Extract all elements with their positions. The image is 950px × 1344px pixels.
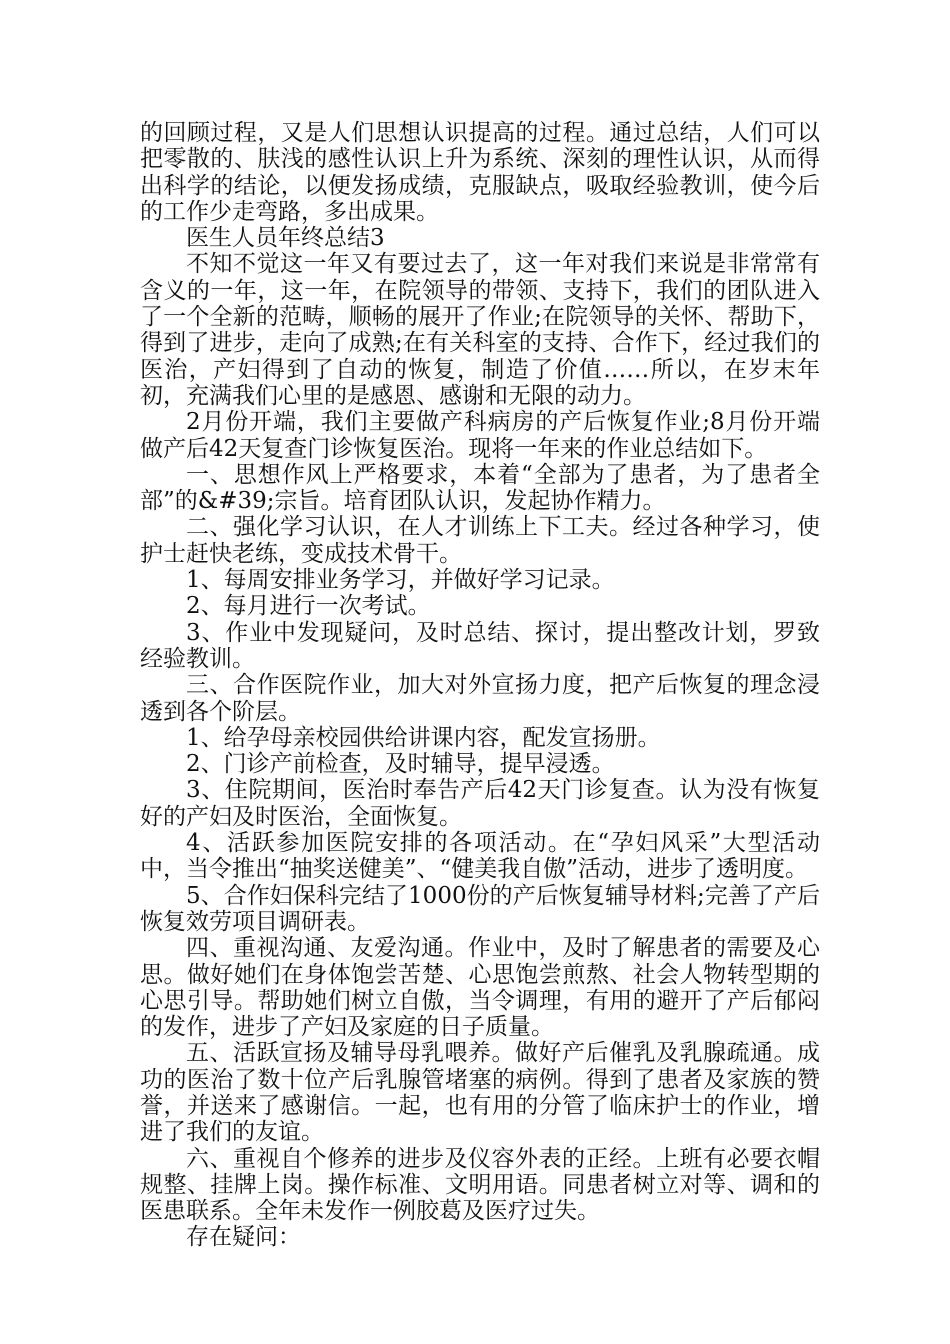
list-item: 3、作业中发现疑问，及时总结、探讨，提出整改计划，罗致经验教训。 xyxy=(140,619,820,672)
section-title: 医生人员年终总结3 xyxy=(186,225,385,252)
list-item: 2、每月进行一次考试。 xyxy=(186,593,431,620)
paragraph-point-5: 五、活跃宣扬及辅导母乳喂养。做好产后催乳及乳腺疏通。成功的医治了数十位产后乳腺管堵塞的病例。得到了患者及家族的赞誉，并送来了感谢信。一起，也有用的分管了临床护士的作业，增进了我们的友谊。 xyxy=(140,1040,820,1146)
paragraph-continuation: 的回顾过程，又是人们思想认识提高的过程。通过总结，人们可以把零散的、肤浅的感性认识上升为系统、深刻的理性认识，从而得出科学的结论，以便发扬成绩，克服缺点，吸取经验教训，使今后的工作少走弯路，多出成果。 xyxy=(140,120,820,225)
list-item: 1、给孕母亲校园供给讲课内容，配发宣扬册。 xyxy=(186,724,661,751)
paragraph-schedule: 2月份开端，我们主要做产科病房的产后恢复作业;8月份开端做产后42天复查门诊恢复医治。现将一年来的作业总结如下。 xyxy=(140,409,820,462)
paragraph-intro: 不知不觉这一年又有要过去了，这一年对我们来说是非常常有含义的一年，这一年，在院领导的带领、支持下，我们的团队进入了一个全新的范畴，顺畅的展开了作业;在院领导的关怀、帮助下，得到了进步，走向了成熟;在有关科室的支持、合作下，经过我们的医治，产妇得到了自动的恢复，制造了价值……所以，在岁末年初，充满我们心里的是感恩、感谢和无限的动力。 xyxy=(140,251,820,409)
paragraph-point-3: 三、合作医院作业，加大对外宣扬力度，把产后恢复的理念浸透到各个阶层。 xyxy=(140,672,820,725)
paragraph-point-1: 一、思想作风上严格要求，本着“全部为了患者，为了患者全部”的&#39;宗旨。培育团队认识，发起协作精力。 xyxy=(140,461,820,515)
paragraph-point-2: 二、强化学习认识，在人才训练上下工夫。经过各种学习，使护士赶快老练，变成技术骨干。 xyxy=(140,514,820,567)
list-item: 5、合作妇保科完结了1000份的产后恢复辅导材料;完善了产后恢复效劳项目调研表。 xyxy=(140,882,820,935)
paragraph-point-6: 六、重视自个修养的进步及仪容外表的正经。上班有必要衣帽规整、挂牌上岗。操作标准、文明用语。同患者树立对等、调和的医患联系。全年未发作一例胶葛及医疗过失。 xyxy=(140,1145,820,1225)
document-page xyxy=(140,120,820,1251)
list-item: 3、住院期间，医治时奉告产后42天门诊复查。认为没有恢复好的产妇及时医治，全面恢复。 xyxy=(140,777,820,830)
list-item: 4、活跃参加医院安排的各项活动。在“孕妇风采”大型活动中，当令推出“抽奖送健美”、“健美我自傲”活动，进步了透明度。 xyxy=(140,830,820,883)
paragraph-point-4: 四、重视沟通、友爱沟通。作业中，及时了解患者的需要及心思。做好她们在身体饱尝苦楚、心思饱尝煎熬、社会人物转型期的心思引导。帮助她们树立自傲，当令调理，有用的避开了产后郁闷的发作，进步了产妇及家庭的日子质量。 xyxy=(140,935,820,1041)
list-item: 2、门诊产前检查，及时辅导，提早浸透。 xyxy=(186,751,615,778)
list-item: 1、每周安排业务学习，并做好学习记录。 xyxy=(186,567,615,594)
paragraph-issues-heading: 存在疑问： xyxy=(186,1224,301,1251)
